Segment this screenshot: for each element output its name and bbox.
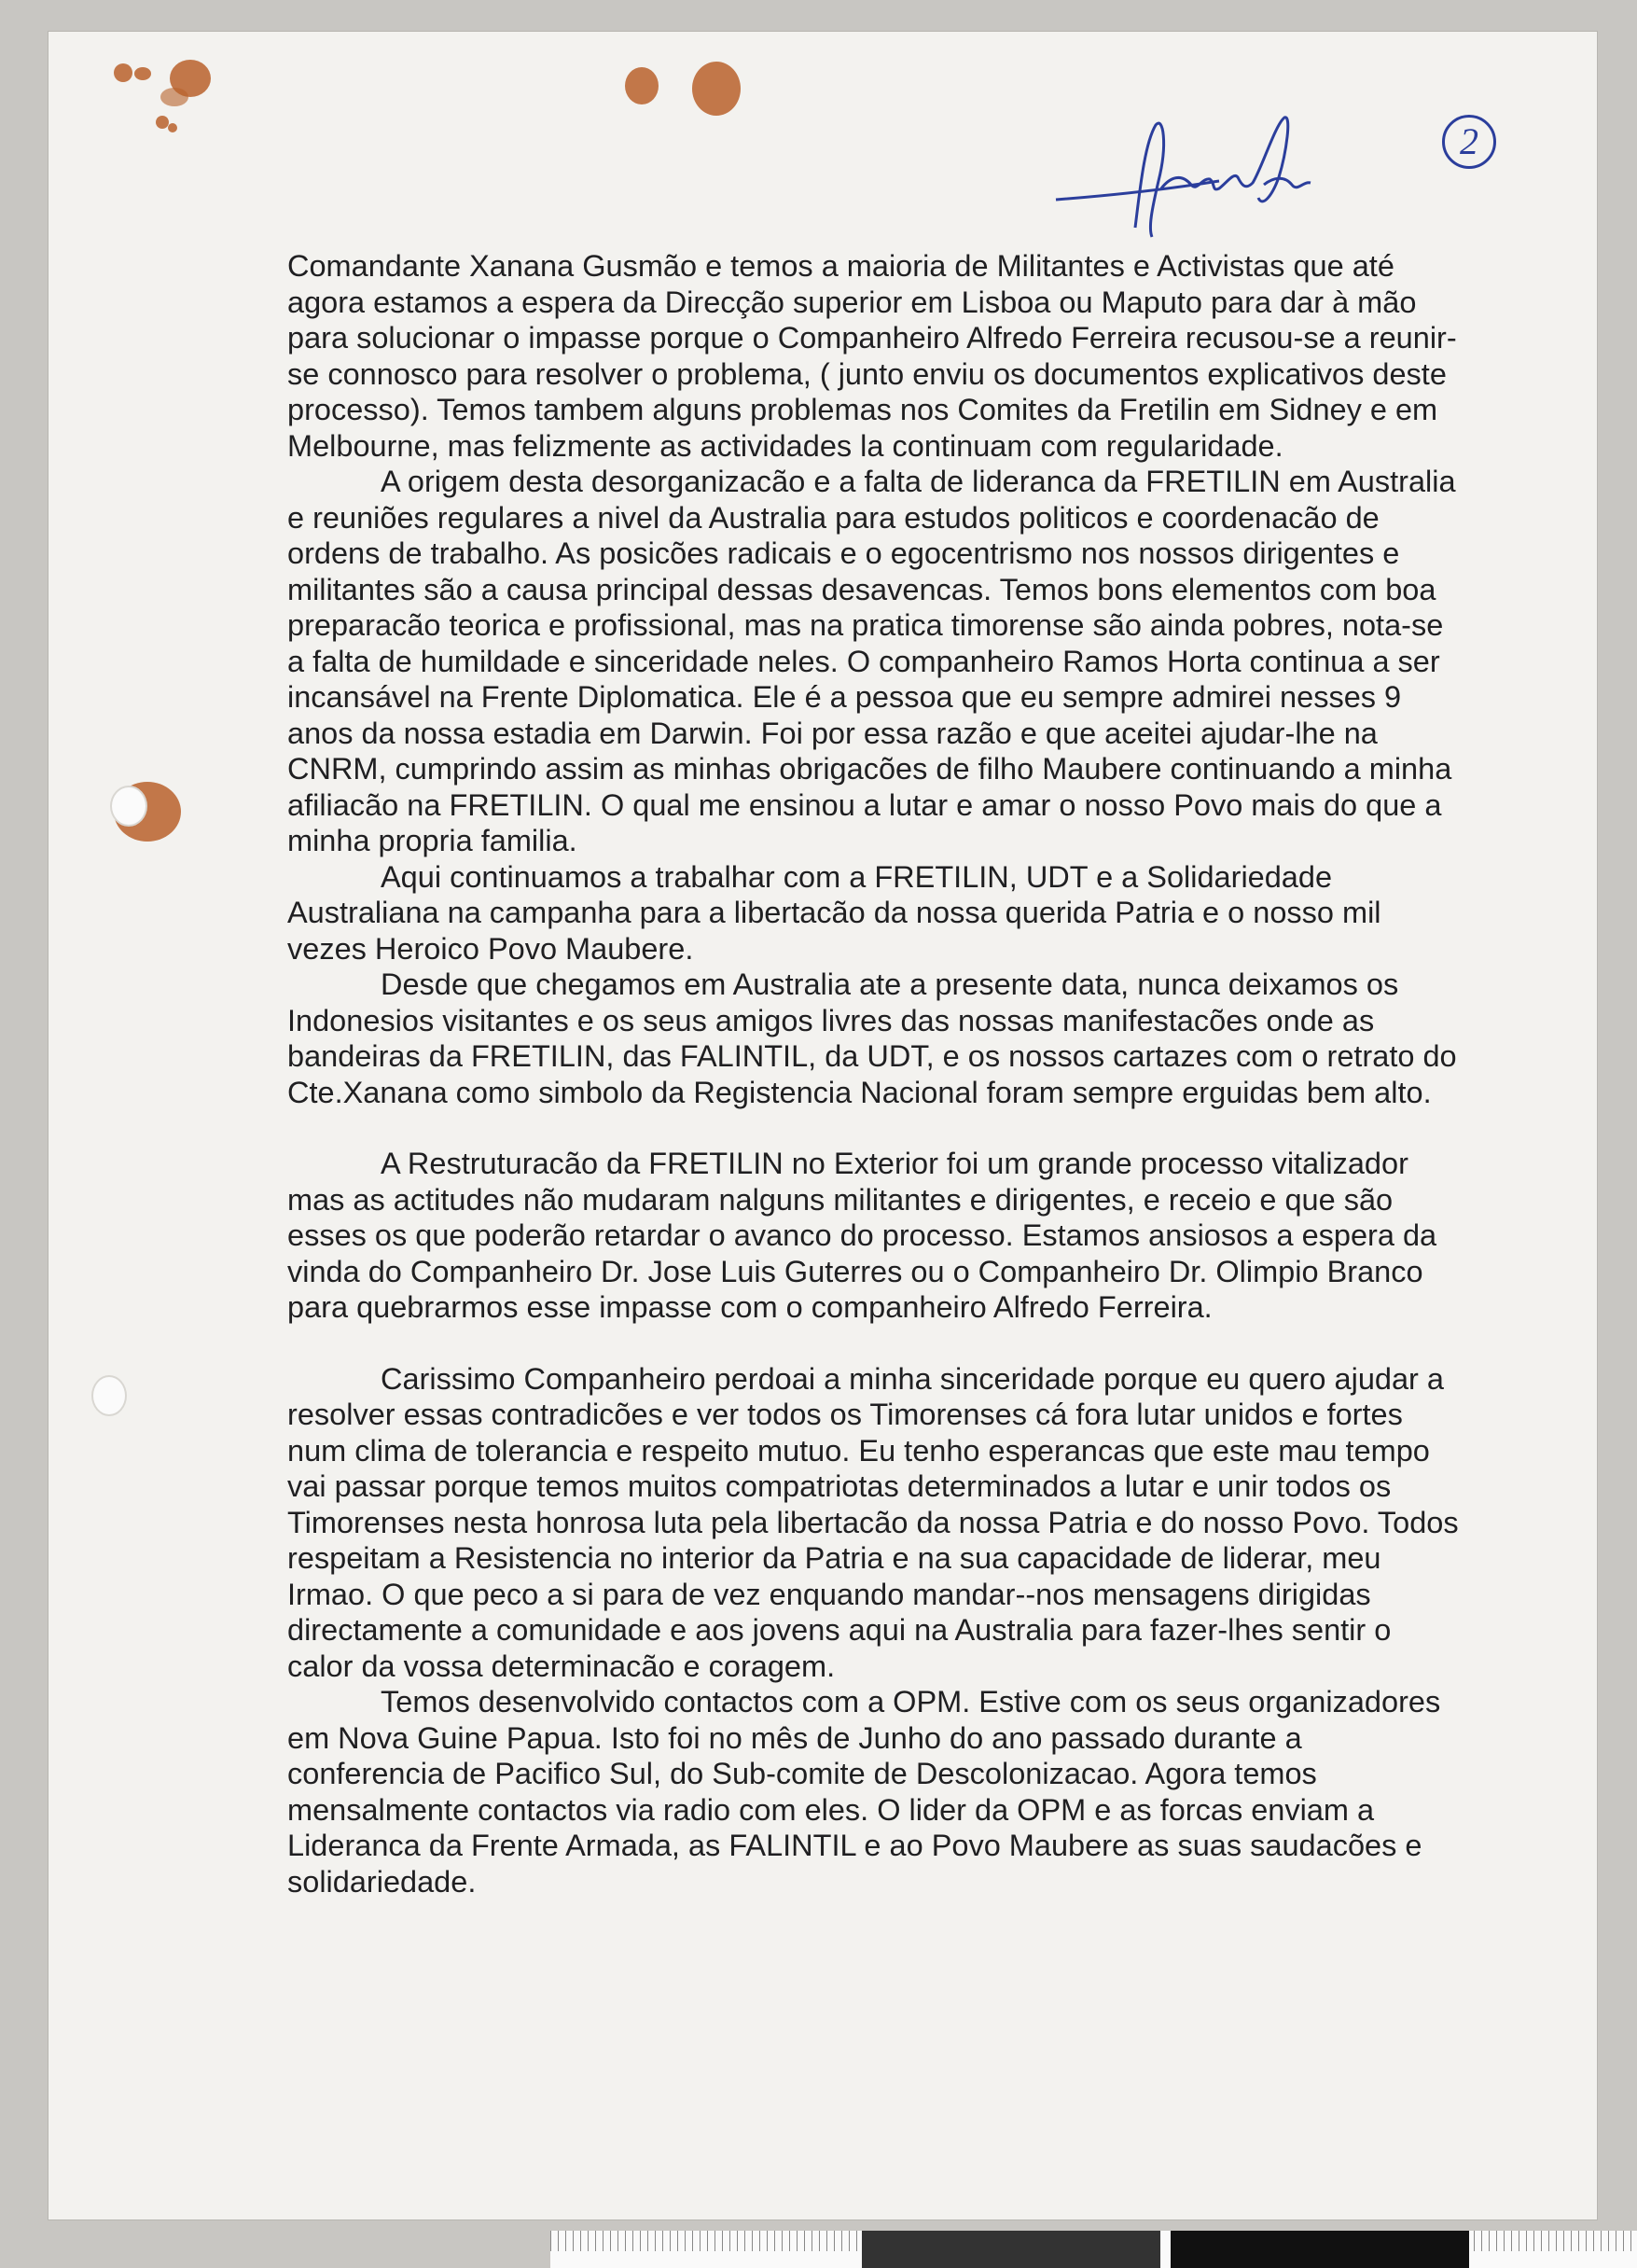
punch-hole-upper [110,786,147,827]
paragraph-1: Comandante Xanana Gusmão e temos a maioria de Militantes e Activistas que até agora estamos a espera da Direcção superior em Lisboa ou Maputo para dar à mão para solucionar o impasse porque o Companheiro Alfredo Ferreira recusou-se a reunir-se connosco para resolver o problema, ( junto enviu os documentos explicativos deste processo). Temos tambem alguns problemas nos Comites da Fretilin em Sidney e em Melbourne, mas felizmente as actividades la continuam com regularidade. [287,249,1457,463]
letter-body [287,248,1463,1899]
page-number-circled: 2 [1442,115,1496,169]
paragraph-5: A Restruturacão da FRETILIN no Exterior foi um grande processo vitalizador mas as actitudes não mudaram nalguns militantes e dirigentes, e receio e que são esses os que poderão retardar o avanco do processo. Estamos ansiosos a espera da vinda do Companheiro Dr. Jose Luis Guterres ou o Companheiro Dr. Olimpio Branco para quebrarmos esse impasse com o companheiro Alfredo Ferreira. [287,1147,1437,1324]
ruler-ticks-right [1474,2231,1637,2251]
paragraph-6: Carissimo Companheiro perdoai a minha sinceridade porque eu quero ajudar a resolver essas contradicões e ver todos os Timorenses cá fora lutar unidos e fortes num clima de tolerancia e respeito mutuo. Eu tenho esperancas que este mau tempo vai passar porque temos muitos compatriotas determinados a lutar e unir todos os Timorenses nesta honrosa luta pela libertacão da nossa Patria e do nosso Povo. Todos respeitam a Resistencia no interior da Patria e na sua capacidade de liderar, meu Irmao. O que peco a si para de vez enquando mandar--nos mensagens dirigidas directamente a comunidade e aos jovens aqui na Australia para fazer-lhes sentir o calor da vossa determinacão e coragem. [287,1361,1459,1683]
paragraph-4: Desde que chegamos em Australia ate a presente data, nunca deixamos os Indonesios visitantes e os seus amigos livres das nossas manifestacões onde as bandeiras da FRETILIN, das FALINTIL, da UDT, e os nossos cartazes com o retrato do Cte.Xanana como simbolo da Registencia Nacional foram sempre erguidas bem alto. [287,967,1457,1109]
paragraph-7: Temos desenvolvido contactos com a OPM. Estive com os seus organizadores em Nova Guine Papua. Isto foi no mês de Junho do ano passado durante a conferencia de Pacifico Sul, do Sub-comite de Descolonizacao. Agora temos mensalmente contactos via radio com eles. O lider da OPM e as forcas enviam a Lideranca da Frente Armada, as FALINTIL e ao Povo Maubere as suas saudacões e solidariedade. [287,1685,1441,1899]
scan-ruler [550,2231,1637,2268]
paragraph-2: A origem desta desorganizacão e a falta de lideranca da FRETILIN em Australia e reuniões regulares a nivel da Australia para estudos politicos e coordenacão de ordens de trabalho. As posicões radicais e o egocentrismo nos nossos dirigentes e militantes são a causa principal dessas desavencas. Temos bons elementos com boa preparacão teorica e profissional, mas na pratica timorense são ainda pobres, nota-se a falta de humildade e sinceridade neles. O companheiro Ramos Horta continua a ser incansável na Frente Diplomatica. Ele é a pessoa que eu sempre admirei nesses 9 anos da nossa estadia em Darwin. Foi por essa razão e que aceitei ajudar-lhe na CNRM, cumprindo assim as minhas obrigacões de filho Maubere continuando a minha afiliacão na FRETILIN. O qual me ensinou a lutar e amar o nosso Povo mais do que a minha propria familia. [287,465,1456,857]
ruler-ticks-left [550,2231,858,2251]
handwritten-signature [1051,88,1340,246]
punch-hole-lower [91,1375,127,1416]
color-bar-dark [862,2231,1160,2268]
paragraph-3: Aqui continuamos a trabalhar com a FRETILIN, UDT e a Solidariedade Australiana na campanha para a libertacão da nossa querida Patria e o nosso mil vezes Heroico Povo Maubere. [287,859,1381,966]
color-bar-black [1171,2231,1469,2268]
document-page [49,32,1597,2219]
